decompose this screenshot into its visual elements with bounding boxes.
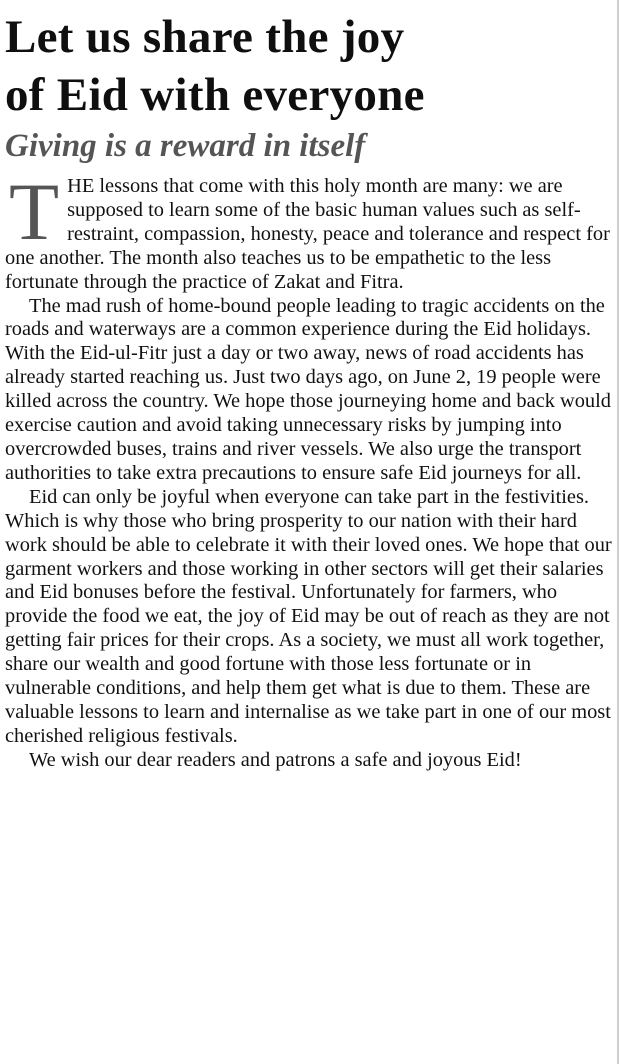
paragraph-text: HE lessons that come with this holy month are many: we are supposed to learn some of the basic human values such as self-restraint, compassion, honesty, peace and tolerance and respect for one another. The month also teaches us to be empathetic to the less fortunate through the practice of Zakat and Fitra. (5, 175, 610, 293)
paragraph: The mad rush of home-bound people leading to tragic accidents on the roads and waterways are a common experience during the Eid holidays. With the Eid-ul-Fitr just a day or two away, news of road accidents has already started reaching us. Just two days ago, on June 2, 19 people were killed across the country. We hope those journeying home and back would exercise caution and avoid taking unnecessary risks by jumping into overcrowded buses, trains and river vessels. We also urge the transport authorities to take extra precautions to ensure safe Eid journeys for all. (5, 294, 611, 484)
paragraph: We wish our dear readers and patrons a safe and joyous Eid! (29, 748, 522, 771)
paragraph: Eid can only be joyful when everyone can take part in the festivities. Which is why those who bring prosperity to our nation with their hard work should be able to celebrate it with their loved ones. We hope that our garment workers and those working in other sectors will get their salaries and Eid bonuses before the festival. Unfortunately for farmers, who provide the food we eat, the joy of Eid may be out of reach as they are not getting fair prices for their crops. As a society, we must all work together, share our wealth and good fortune with those less fortunate or in vulnerable conditions, and help them get what is due to them. These are valuable lessons to learn and internalise as we take part in one of our most cherished religious festivals. (5, 485, 612, 747)
headline (5, 8, 614, 124)
subheadline: Giving is a reward in itself (5, 128, 366, 164)
editorial-article (5, 8, 614, 773)
drop-cap: T (9, 166, 60, 257)
headline-line: of Eid with everyone (5, 69, 425, 121)
article-body (5, 166, 614, 773)
headline-line: Let us share the joy (5, 11, 405, 63)
paragraph (5, 166, 614, 295)
